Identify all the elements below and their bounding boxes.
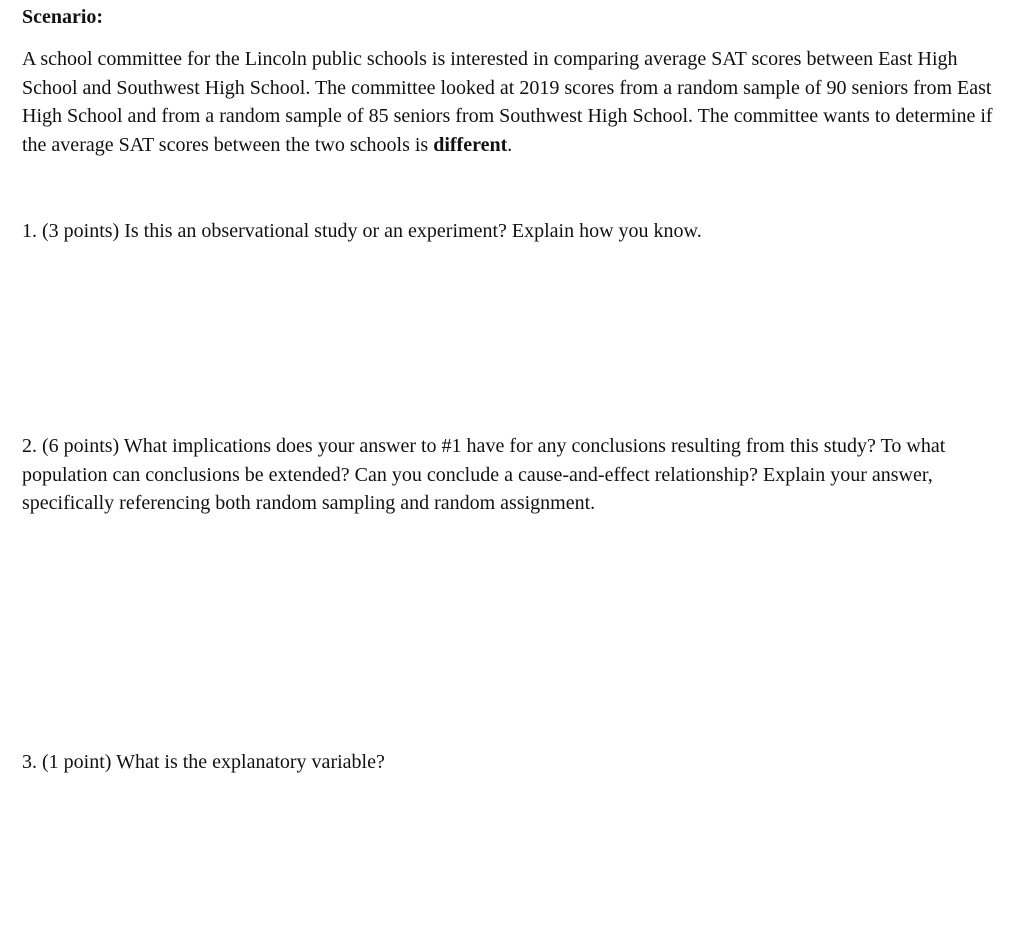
scenario-text: A school committee for the Lincoln public schools is interested in comparing average SAT scores between East High School and Southwest High School. The committee looked at 2019 scores from a random sample of 90 seniors from East High School and from a random sample of 85 seniors from Southwest High School. The committee wants to determine if the average SAT scores between the two schools is	[22, 48, 993, 156]
scenario-heading: Scenario:	[22, 6, 104, 28]
question-2: 2. (6 points) What implications does your answer to #1 have for any conclusions resulting from this study? To what population can conclusions be extended? Can you conclude a cause-and-effect relationship? Explain your answer, specifically referencing both random sampling and random assignment.	[22, 435, 946, 514]
scenario-bold-word: different	[433, 133, 508, 156]
question-1: 1. (3 points) Is this an observational study or an experiment? Explain how you know.	[22, 220, 702, 242]
scenario-paragraph	[22, 45, 997, 159]
scenario-text-end: .	[507, 133, 513, 156]
question-3: 3. (1 point) What is the explanatory variable?	[22, 751, 385, 773]
